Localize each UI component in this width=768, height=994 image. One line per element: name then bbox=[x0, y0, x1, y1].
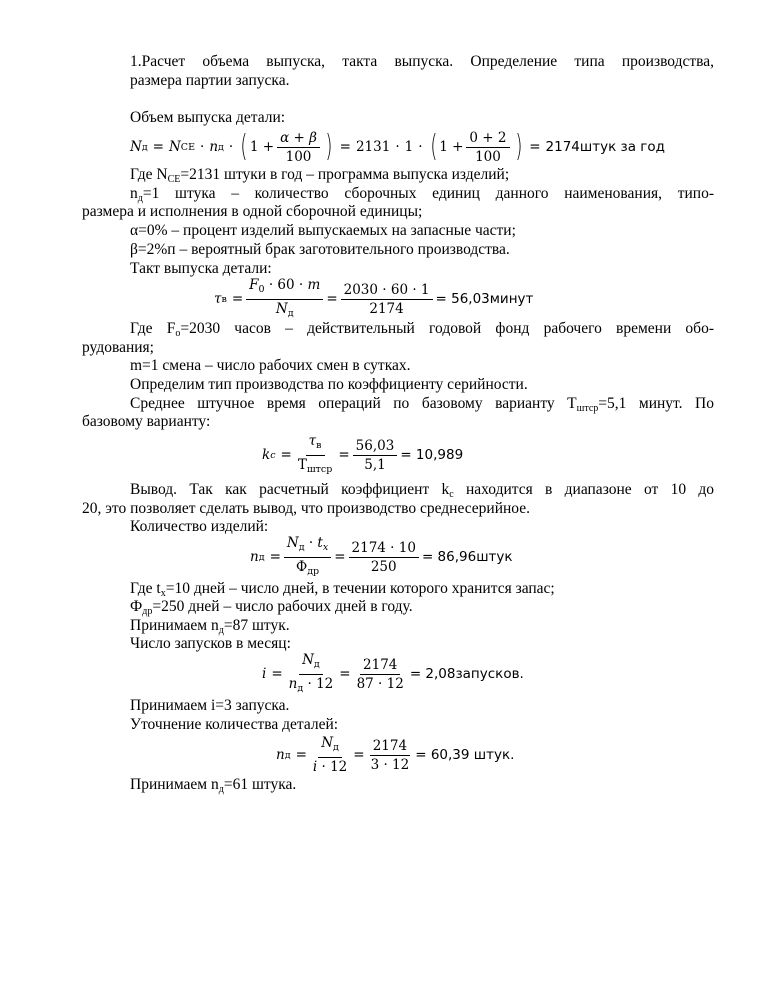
launch-intro: Число запусков в месяц: bbox=[130, 635, 291, 652]
where-tx: Где $t_x=10$ дней – число дней, в течении которого хранится запас; bbox=[130, 580, 555, 599]
eq1-num: 0 + 2 bbox=[466, 130, 509, 148]
equation-launches: i = $\frac{N_д}{n_д \cdot 12}$ = $\frac{2174}{87 \cdot 12}$ = 2,08запусков. bbox=[262, 651, 524, 694]
eq5-num: 2174 bbox=[360, 657, 400, 675]
eq3-num: 56,03 bbox=[353, 438, 398, 456]
where-fdr: $Ф_{др}=250$ дней – число рабочих дней в году. bbox=[130, 598, 413, 617]
eq4-den: 250 bbox=[370, 558, 397, 575]
eq4-result: = 86,96штук bbox=[421, 549, 513, 565]
eq6-result: = 60,39 штук. bbox=[415, 747, 515, 763]
where-fo-line-2: рудования; bbox=[82, 339, 154, 356]
equation-batch: n д = $\frac{N_д \cdot t_x}{Ф_{др}}$ = $\frac{2174 \cdot 10}{250}$ = 86,96штук bbox=[250, 534, 513, 577]
eq1-result: 2174штук за год bbox=[545, 139, 665, 155]
eq3-result: = 10,989 bbox=[400, 447, 464, 463]
equation-takt: τ в = $\frac{F_0 \cdot 60 \cdot m}{N_д}$ = $\frac{2030 \cdot 60 \cdot 1}{2174}$ = 56,03минут bbox=[214, 276, 534, 319]
where-beta: β=2%п – вероятный брак заготовительного производства. bbox=[130, 241, 510, 258]
conclusion-line-1: Вывод. Так как расчетный коэффициент $k_c$ находится в диапазоне от 10 до bbox=[130, 481, 714, 500]
eq5-result: = 2,08запусков. bbox=[409, 666, 524, 682]
eq2-den: 2174 bbox=[369, 300, 404, 317]
refine-intro: Уточнение количества деталей: bbox=[130, 716, 339, 733]
where-alpha: α=0% – процент изделий выпускаемых на запасные части; bbox=[130, 222, 516, 239]
where-m: m=1 смена – число рабочих смен в сутках. bbox=[130, 357, 411, 374]
heading-line-2: размера партии запуска. bbox=[130, 72, 290, 89]
where-nce: Где $N_{СЕ}=2131$ штуки в год – программа выпуска изделий; bbox=[130, 166, 510, 185]
where-fo-line-1: Где $F_о=2030$ часов – действительный годовой фонд рабочего времени обо- bbox=[130, 320, 714, 339]
qty-intro: Количество изделий: bbox=[130, 518, 269, 535]
eq6-num: 2174 bbox=[370, 738, 410, 756]
eq1-nd-value: 1 bbox=[404, 139, 414, 155]
takt-intro: Такт выпуска детали: bbox=[130, 260, 272, 277]
equation-refined-qty: n д = $\frac{N_д}{i \cdot 12}$ = $\frac{2174}{3 \cdot 12}$ = 60,39 штук. bbox=[276, 735, 515, 775]
eq1-nce-value: 2131 bbox=[355, 139, 391, 155]
eq1-fraction-numerator: α + β bbox=[277, 130, 320, 148]
eq2-result: = 56,03минут bbox=[435, 291, 534, 307]
eq5-den: 87 · 12 bbox=[356, 675, 404, 692]
where-nd-line-1: $n_д=1$ штука – количество сборочных единиц данного наименования, типо- bbox=[130, 185, 714, 204]
avg-time-line-1: Среднее штучное время операций по базовому варианту $Т_{штср}=5,1$ минут. По bbox=[130, 395, 714, 414]
equation-kc: k c = $\frac{\tau_в}{Т_{штср}}$ = $\frac{56,03}{5,1}$ = 10,989 bbox=[262, 432, 464, 475]
where-nd-line-2: размера и исполнения в одной сборочной единицы; bbox=[82, 203, 423, 220]
eq4-num: 2174 · 10 bbox=[349, 540, 419, 558]
equation-volume: N д = N СЕ · n д · ( 1 + $\frac{\alpha + \beta}{100}$ ) = 2131 · 1 · ( 1 + $\frac{0 + 2}{100}$ ) = 2174штук за год bbox=[130, 129, 665, 165]
avg-time-line-2: базовому варианту: bbox=[82, 413, 211, 430]
eq6-den: 3 · 12 bbox=[370, 756, 410, 773]
eq1-den: 100 bbox=[475, 148, 501, 165]
eq2-num: 2030 · 60 · 1 bbox=[341, 282, 433, 300]
eq3-den: 5,1 bbox=[364, 456, 386, 473]
conclusion-line-2: 20, это позволяет сделать вывод, что производство среднесерийное. bbox=[82, 500, 531, 517]
final-accept: Принимаем $n_д=61$ штука. bbox=[130, 776, 297, 795]
heading-line-1: 1.Расчет объема выпуска, такта выпуска. Определение типа производства, bbox=[130, 53, 714, 70]
accept-nd-87: Принимаем $n_д=87$ штук. bbox=[130, 617, 290, 636]
accept-i: Принимаем i=3 запуска. bbox=[130, 697, 290, 714]
volume-intro: Объем выпуска детали: bbox=[130, 109, 286, 126]
type-intro: Определим тип производства по коэффициенту серийности. bbox=[130, 376, 528, 393]
